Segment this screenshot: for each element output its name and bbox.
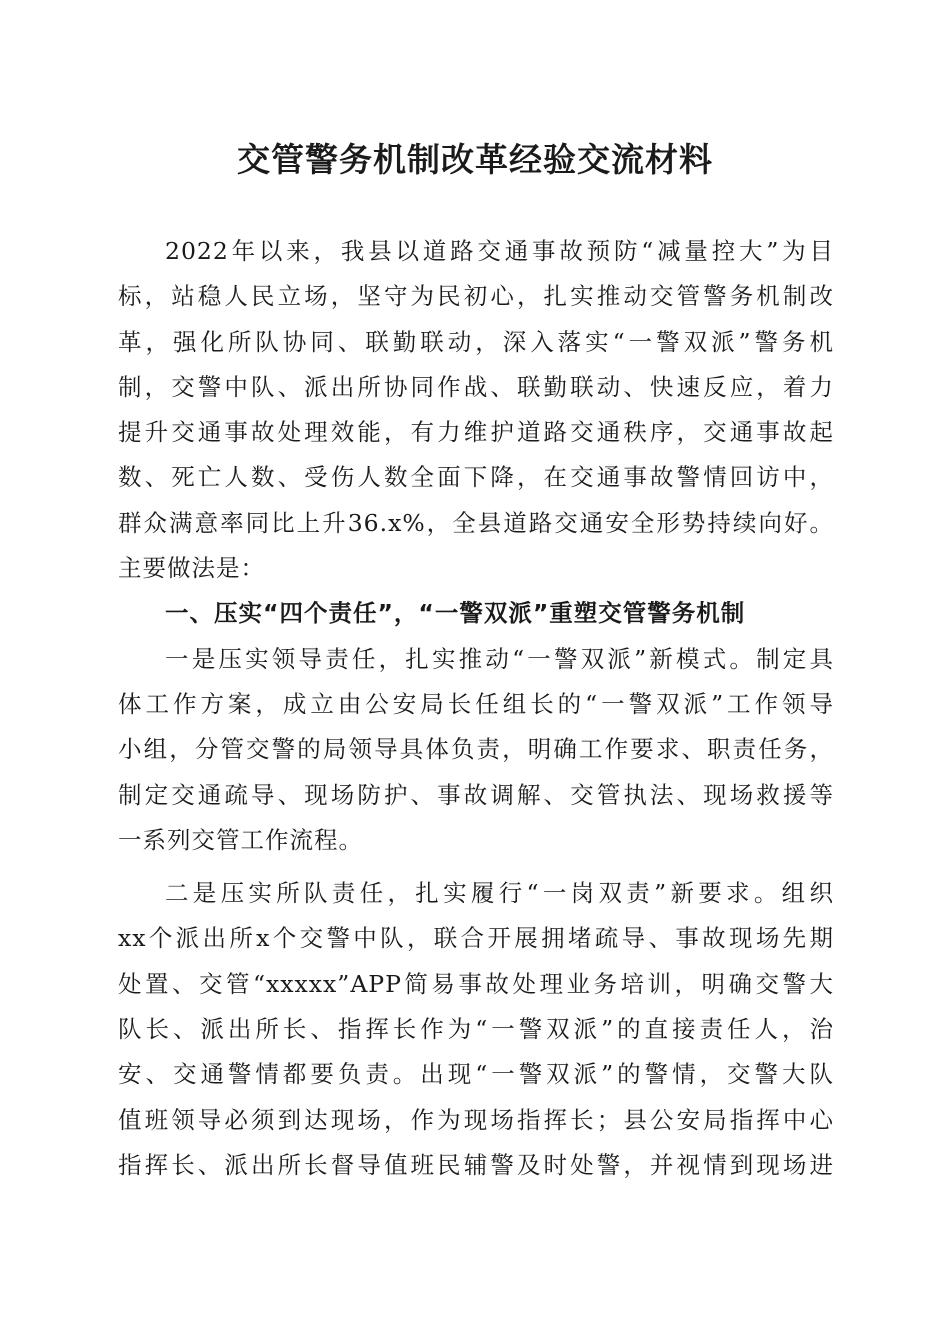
document-title: 交管警务机制改革经验交流材料 (237, 140, 713, 179)
text-line: 提升交通事故处理效能，有力维护道路交通秩序，交通事故起 (118, 418, 834, 447)
text-line: 小组，分管交警的局领导具体负责，明确工作要求、职责任务， (118, 735, 834, 764)
text-line: 指挥长、派出所长督导值班民辅警及时处警，并视情到现场进 (118, 1150, 834, 1179)
text-line: 处置、交管“xxxxx”APP简易事故处理业务培训，明确交警大 (118, 969, 834, 998)
text-line: xx个派出所x个交警中队，联合开展拥堵疏导、事故现场先期 (118, 924, 834, 953)
text-line: 制，交警中队、派出所协同作战、联勤联动、快速反应，着力 (118, 372, 834, 401)
intro-paragraph (118, 229, 834, 591)
text-line: 一系列交管工作流程。 (118, 825, 363, 854)
text-line: 主要做法是： (118, 554, 265, 583)
text-line: 革，强化所队协同、联勤联动，深入落实“一警双派”警务机 (118, 327, 834, 356)
text-line: 体工作方案，成立由公安局长任组长的“一警双派”工作领导 (118, 689, 834, 718)
text-line: 制定交通疏导、现场防护、事故调解、交管执法、现场救援等 (118, 780, 834, 809)
text-line: 标，站稳人民立场，坚守为民初心，扎实推动交管警务机制改 (118, 282, 834, 311)
text-line: 安、交通警情都要负责。出现“一警双派”的警情，交警大队 (118, 1060, 834, 1089)
text-line: 群众满意率同比上升36.x%，全县道路交通安全形势持续向好。 (118, 508, 834, 537)
text-line: 数、死亡人数、受伤人数全面下降，在交通事故警情回访中， (118, 463, 834, 492)
section-heading: 一、压实“四个责任”，“一警双派”重塑交管警务机制 (165, 599, 746, 628)
text-line: 2022年以来，我县以道路交通事故预防“减量控大”为目 (165, 237, 834, 265)
text-line: 一是压实领导责任，扎实推动“一警双派”新模式。制定具 (165, 644, 834, 673)
text-line: 值班领导必须到达现场，作为现场指挥长；县公安局指挥中心 (118, 1105, 834, 1134)
text-line: 队长、派出所长、指挥长作为“一警双派”的直接责任人，治 (118, 1015, 834, 1044)
text-line: 二是压实所队责任，扎实履行“一岗双责”新要求。组织 (165, 879, 834, 908)
paragraph-leadership (118, 637, 834, 863)
document-body (118, 229, 834, 1188)
paragraph-team-responsibility (118, 871, 834, 1188)
